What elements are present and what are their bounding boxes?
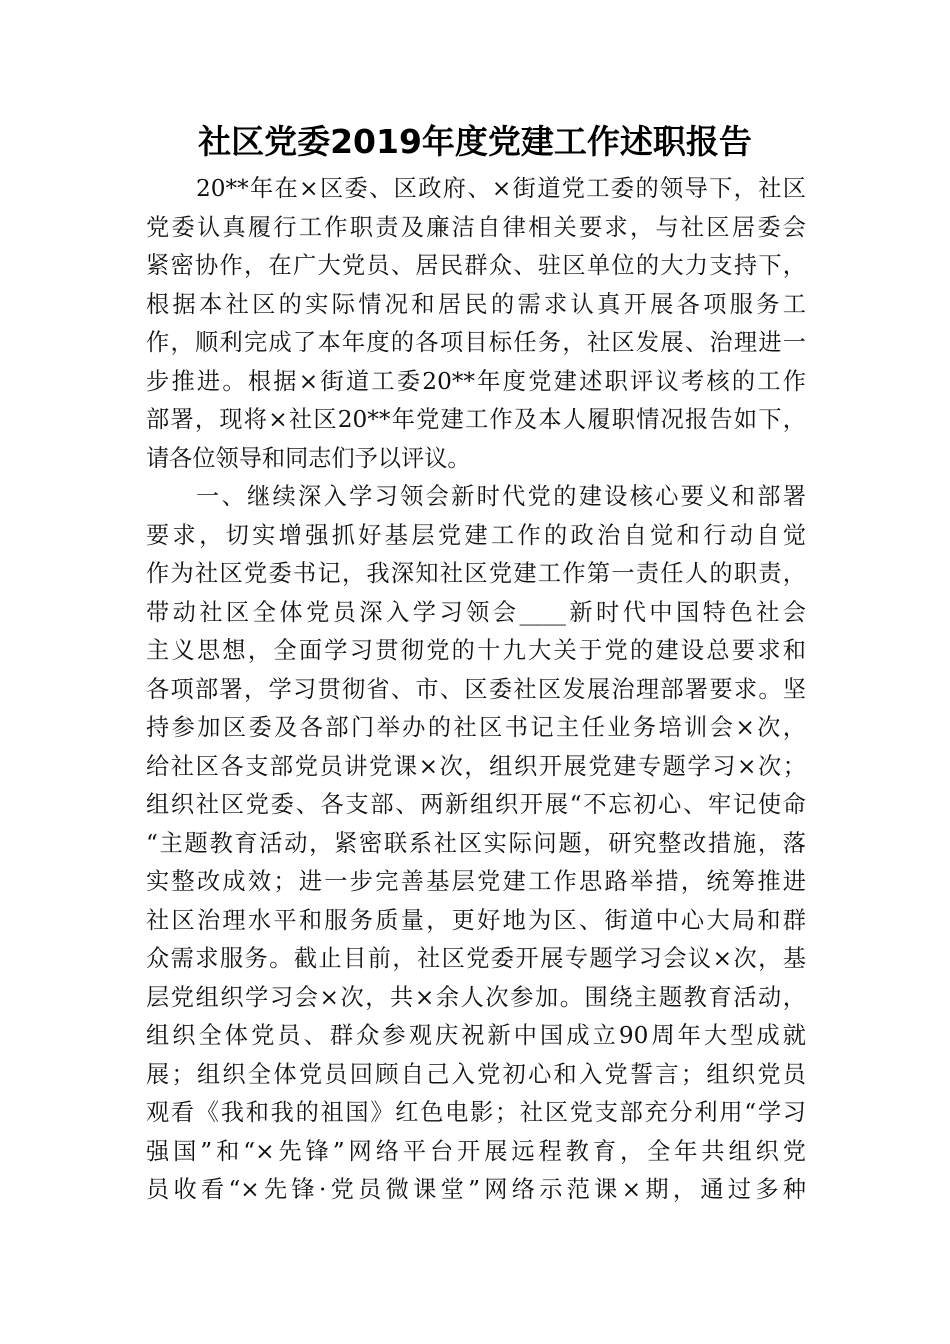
text-line: 部署，现将×社区20**年党建工作及本人履职情况报告如下， <box>146 406 806 433</box>
paragraph-section-one <box>146 478 806 1210</box>
text-line: 观看《我和我的祖国》红色电影；社区党支部充分利用“学习 <box>146 1099 806 1126</box>
text-line: 请各位领导和同志们予以评议。 <box>146 444 471 472</box>
text-line: 持参加区委及各部门举办的社区书记主任业务培训会×次， <box>146 714 806 741</box>
paragraph-intro <box>146 170 806 478</box>
text-line: 展；组织全体党员回顾自己入党初心和入党誓言；组织党员 <box>146 1060 806 1088</box>
text-line: 组织全体党员、群众参观庆祝新中国成立90周年大型成就 <box>146 1022 806 1049</box>
text-line: 党委认真履行工作职责及廉洁自律相关要求，与社区居委会 <box>146 213 806 241</box>
text-line: 要求，切实增强抓好基层党建工作的政治自觉和行动自觉 <box>146 521 806 549</box>
text-line: 步推进。根据×街道工委20**年度党建述职评议考核的工作 <box>146 367 806 395</box>
text-line: 作为社区党委书记，我深知社区党建工作第一责任人的职责， <box>146 560 806 587</box>
text-line: 员收看“×先锋·党员微课堂”网络示范课×期，通过多种 <box>146 1176 806 1203</box>
text-line: 社区治理水平和服务质量，更好地为区、街道中心大局和群 <box>146 906 806 934</box>
text-line: 作，顺利完成了本年度的各项目标任务，社区发展、治理进一 <box>146 329 806 356</box>
text-line: 各项部署，学习贯彻省、市、区委社区发展治理部署要求。坚 <box>146 675 806 703</box>
text-line: 20**年在×区委、区政府、×街道党工委的领导下，社区 <box>196 175 806 202</box>
text-line: 组织社区党委、各支部、两新组织开展“不忘初心、牢记使命 <box>146 791 806 818</box>
text-line: 带动社区全体党员深入学习领会____新时代中国特色社会 <box>146 598 806 626</box>
text-line: 给社区各支部党员讲党课×次，组织开展党建专题学习×次； <box>146 752 806 780</box>
text-line: 实整改成效；进一步完善基层党建工作思路举措，统筹推进 <box>146 868 806 895</box>
text-line: “主题教育活动，紧密联系社区实际问题，研究整改措施，落 <box>146 829 806 857</box>
text-line: 层党组织学习会×次，共×余人次参加。围绕主题教育活动， <box>146 983 806 1011</box>
text-line: 一、继续深入学习领会新时代党的建设核心要义和部署 <box>196 483 806 510</box>
text-line: 主义思想，全面学习贯彻党的十九大关于党的建设总要求和 <box>146 637 806 664</box>
text-line: 众需求服务。截止目前，社区党委开展专题学习会议×次，基 <box>146 945 806 972</box>
text-line: 强国”和“×先锋”网络平台开展远程教育，全年共组织党 <box>146 1137 806 1165</box>
text-line: 紧密协作，在广大党员、居民群众、驻区单位的大力支持下， <box>146 252 806 279</box>
document-body <box>146 170 806 1210</box>
document-title: 社区党委2019年度党建工作述职报告 <box>198 122 752 161</box>
text-line: 根据本社区的实际情况和居民的需求认真开展各项服务工 <box>146 290 806 318</box>
